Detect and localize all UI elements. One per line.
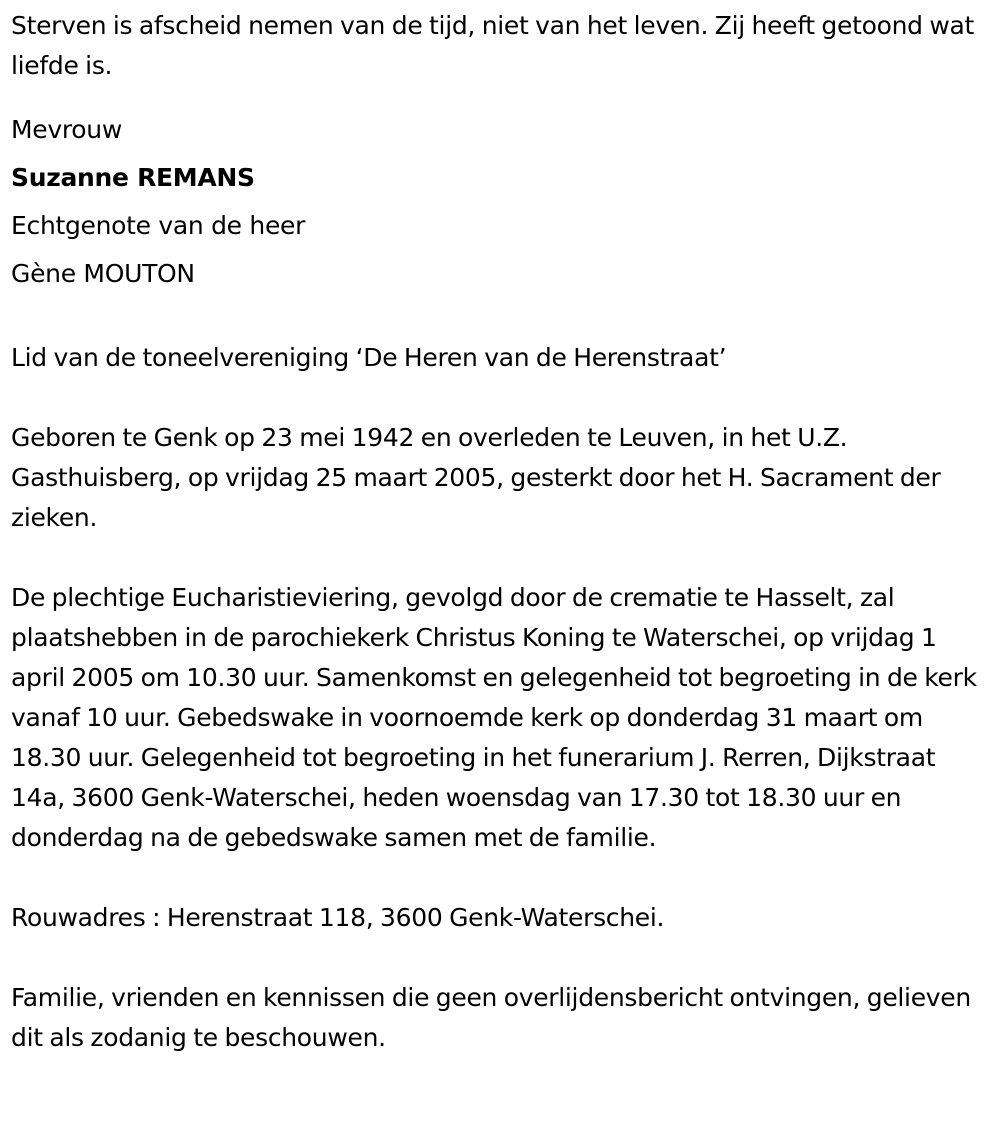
spouse-relation: Echtgenote van de heer (11, 211, 306, 240)
spacer (11, 378, 992, 418)
deceased-name: Suzanne REMANS (11, 163, 255, 192)
closing-note: Familie, vrienden en kennissen die geen overlijdensbericht ontvingen, gelieven dit als zodanig te beschouwen. (11, 983, 971, 1052)
ceremony-details: De plechtige Eucharistieviering, gevolgd door de crematie te Hasselt, zal plaatshebben in de parochiekerk Christus Koning te Waterschei, op vrijdag 1 april 2005 om 10.30 uur. Samenkomst en gelegenheid tot begroeting in de kerk vanaf 10 uur. Gebedswake in voornoemde kerk op donderdag 31 maart om 18.30 uur. Gelegenheid tot begroeting in het funerarium J. Rerren, Dijkstraat 14a, 3600 Genk-Waterschei, heden woensdag van 17.30 tot 18.30 uur en donderdag na de gebedswake samen met de familie. (11, 583, 977, 852)
spacer (11, 858, 992, 898)
mourning-address: Rouwadres : Herenstraat 118, 3600 Genk-Waterschei. (11, 903, 665, 932)
intro-quote: Sterven is afscheid nemen van de tijd, niet van het leven. Zij heeft getoond wat liefde is. (11, 11, 975, 80)
spacer (11, 86, 992, 106)
birth-death-details: Geboren te Genk op 23 mei 1942 en overleden te Leuven, in het U.Z. Gasthuisberg, op vrijdag 25 maart 2005, gesterkt door het H. Sacrament der zieken. (11, 423, 941, 532)
spacer (11, 538, 992, 578)
spacer (11, 298, 992, 338)
title-prefix: Mevrouw (11, 115, 122, 144)
spouse-name: Gène MOUTON (11, 259, 195, 288)
membership: Lid van de toneelvereniging ‘De Heren van de Herenstraat’ (11, 343, 727, 372)
spacer (11, 938, 992, 978)
